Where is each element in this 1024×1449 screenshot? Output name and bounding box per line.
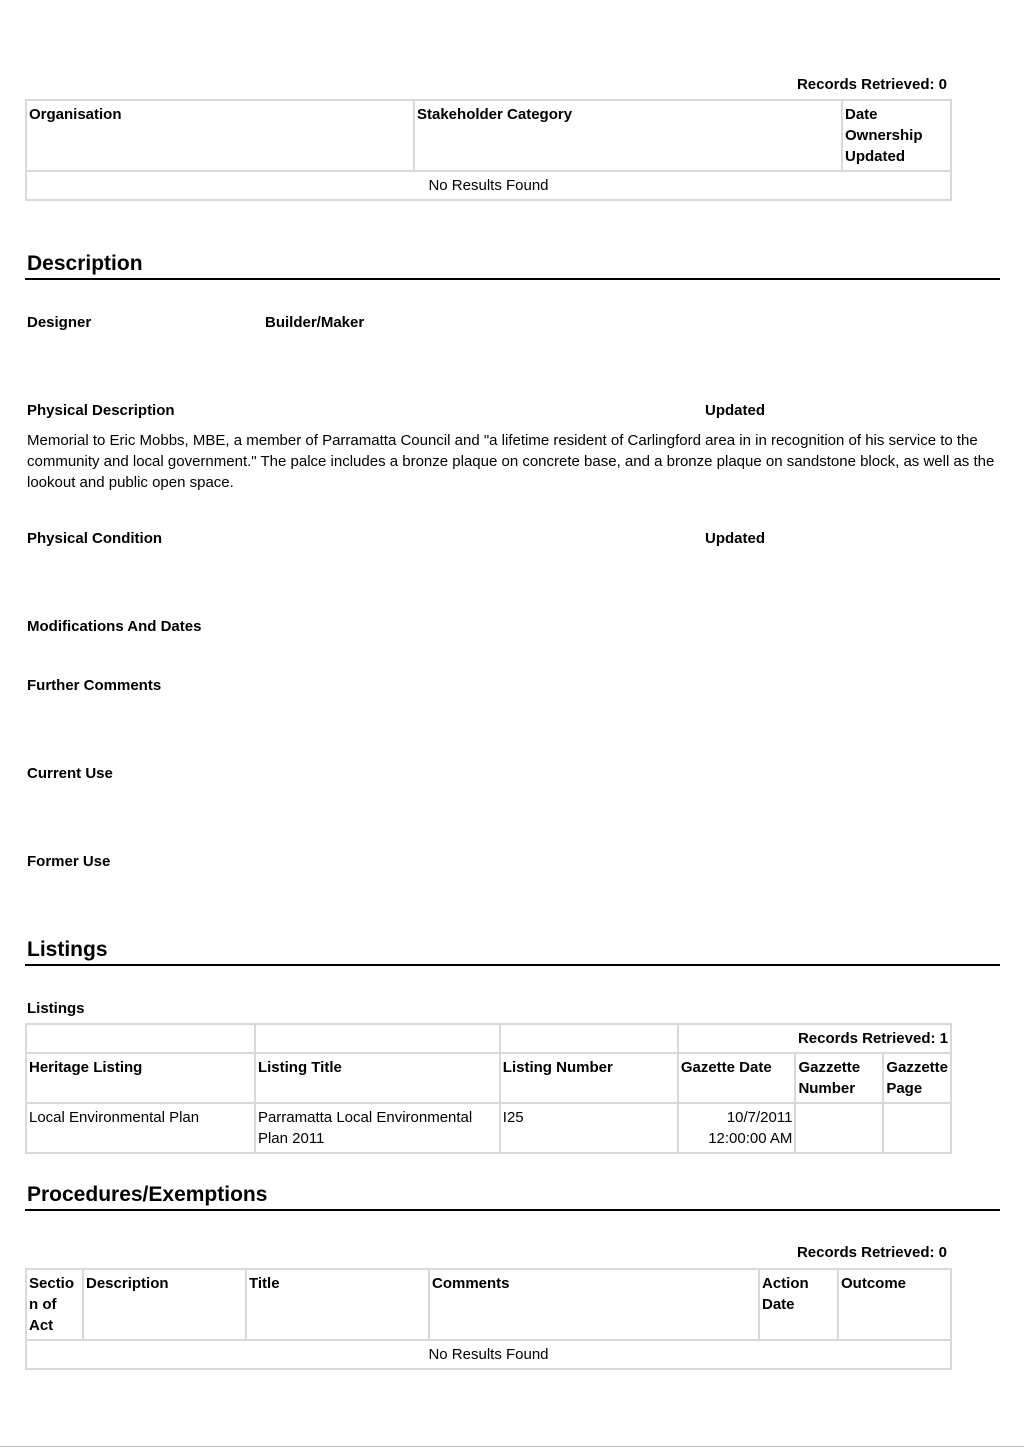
cell-listing-title-line-1: Parramatta Local Environmental — [257, 1109, 473, 1126]
listings-blank-cell — [255, 1024, 500, 1053]
cell-gazette-date-line-2: 12:00:00 AM — [708, 1130, 793, 1147]
col-gazette-number-line-1: Gazzette — [798, 1059, 861, 1076]
page-bottom-edge — [0, 1446, 1024, 1447]
builder-label: Builder/Maker — [265, 314, 365, 331]
cell-listing-number: I25 — [500, 1103, 678, 1153]
modifications-label: Modifications And Dates — [27, 618, 202, 635]
listings-blank-cell — [26, 1024, 255, 1053]
col-gazette-date: Gazette Date — [678, 1053, 796, 1103]
col-date-line-1: Date — [845, 106, 878, 123]
col-listing-number: Listing Number — [500, 1053, 678, 1103]
physical-description-text: Memorial to Eric Mobbs, MBE, a member of Parramatta Council and "a lifetime resident of Carlingford area in in recognition of his service to the community and local government." The palce includes a bronze plaque on concrete base, and a bronze plaque on sandstone block, as well as the lookout and public open space. — [27, 432, 995, 491]
physical-description-label: Physical Description — [27, 402, 175, 419]
col-title: Title — [246, 1269, 429, 1340]
col-gazette-number-line-2: Number — [798, 1080, 856, 1097]
col-heritage-listing: Heritage Listing — [26, 1053, 255, 1103]
procedures-table — [25, 1268, 952, 1370]
former-use-label: Former Use — [27, 853, 111, 870]
col-action-date — [759, 1269, 838, 1340]
further-comments-label: Further Comments — [27, 677, 162, 694]
col-section-line-3: Act — [29, 1317, 54, 1334]
current-use-label: Current Use — [27, 765, 113, 782]
col-section-line-2: n of — [29, 1296, 57, 1313]
listings-subheading: Listings — [27, 1000, 85, 1017]
col-date-line-2: Ownership — [845, 127, 923, 144]
cell-gazette-date — [678, 1103, 796, 1153]
col-section-line-1: Sectio — [29, 1275, 75, 1292]
physical-condition-label: Physical Condition — [27, 530, 163, 547]
ownership-records-retrieved: Records Retrieved: 0 — [796, 76, 947, 93]
procedures-records-retrieved: Records Retrieved: 0 — [796, 1244, 947, 1261]
ownership-empty-row: No Results Found — [26, 171, 951, 200]
description-rule — [25, 278, 1000, 280]
col-description: Description — [83, 1269, 246, 1340]
physical-condition-updated-label: Updated — [705, 530, 765, 547]
listings-blank-cell — [500, 1024, 678, 1053]
procedures-heading: Procedures/Exemptions — [27, 1183, 268, 1206]
cell-listing-title — [255, 1103, 500, 1153]
cell-gazette-page — [883, 1103, 951, 1153]
col-action-date-line-2: Date — [762, 1296, 795, 1313]
procedures-empty-row: No Results Found — [26, 1340, 951, 1369]
col-date-line-3: Updated — [845, 148, 905, 165]
listings-heading: Listings — [27, 938, 108, 961]
cell-gazette-number — [795, 1103, 883, 1153]
col-gazette-page-line-2: Page — [886, 1080, 923, 1097]
table-row — [26, 1103, 951, 1153]
physical-description-updated-label: Updated — [705, 402, 765, 419]
col-organisation: Organisation — [26, 100, 414, 171]
col-stakeholder-category: Stakeholder Category — [414, 100, 842, 171]
listings-rule — [25, 964, 1000, 966]
col-gazette-page — [883, 1053, 951, 1103]
cell-listing-title-line-2: Plan 2011 — [257, 1130, 325, 1147]
col-gazette-number — [795, 1053, 883, 1103]
col-listing-title: Listing Title — [255, 1053, 500, 1103]
col-section-of-act — [26, 1269, 83, 1340]
listings-records-retrieved: Records Retrieved: 1 — [678, 1024, 951, 1053]
designer-label: Designer — [27, 314, 92, 331]
col-gazette-page-line-1: Gazzette — [886, 1059, 948, 1076]
cell-gazette-date-line-1: 10/7/2011 — [726, 1109, 793, 1126]
col-comments: Comments — [429, 1269, 759, 1340]
ownership-table — [25, 99, 952, 201]
cell-heritage-listing: Local Environmental Plan — [26, 1103, 255, 1153]
col-date-ownership-updated — [842, 100, 951, 171]
description-heading: Description — [27, 252, 143, 275]
procedures-rule — [25, 1209, 1000, 1211]
listings-table — [25, 1023, 952, 1154]
col-outcome: Outcome — [838, 1269, 951, 1340]
col-action-date-line-1: Action — [762, 1275, 809, 1292]
